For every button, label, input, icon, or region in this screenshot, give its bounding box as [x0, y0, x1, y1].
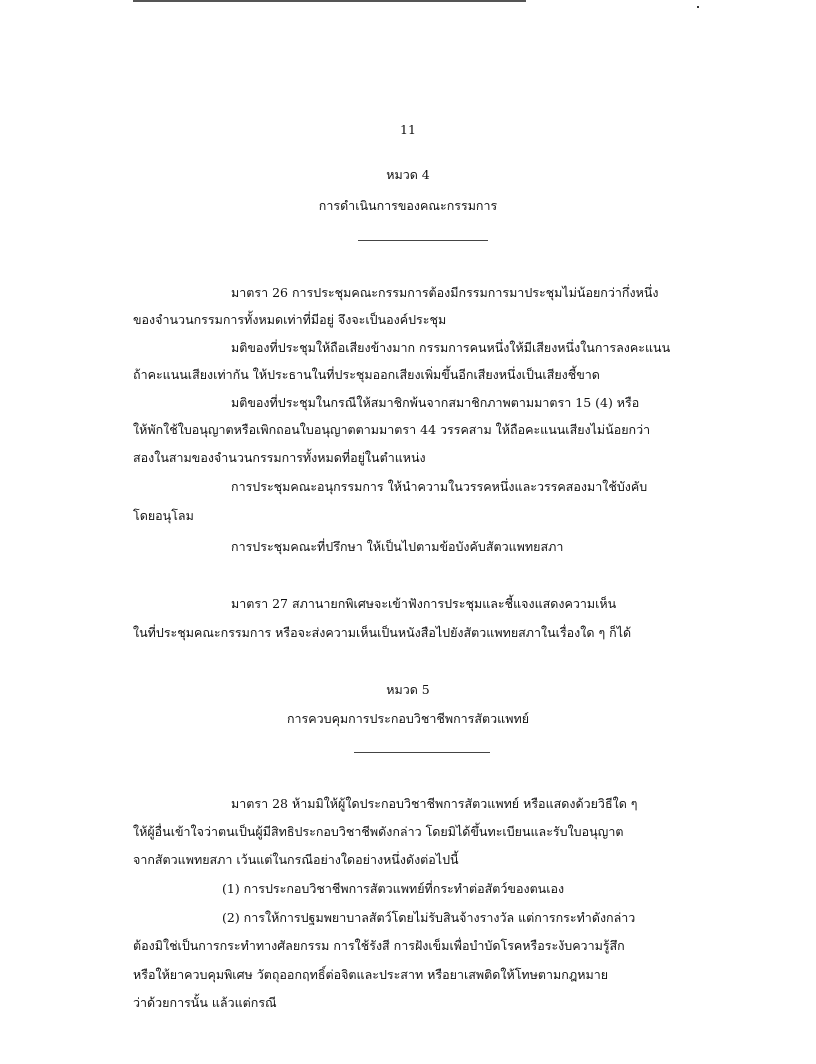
chapter-5-title: การควบคุมการประกอบวิชาชีพการสัตวแพทย์: [286, 711, 530, 726]
chapter-4-title: การดำเนินการของคณะกรรมการ: [318, 198, 498, 213]
scan-top-rule: [133, 0, 526, 2]
section-26-line-8: การประชุมคณะอนุกรรมการ ให้นำความในวรรคหนึ่งและวรรคสองมาใช้บังคับ: [231, 479, 648, 494]
section-26-line-10: การประชุมคณะที่ปรึกษา ให้เป็นไปตามข้อบังคับสัตวแพทยสภา: [231, 539, 564, 554]
section-26-line-1: มาตรา 26 การประชุมคณะกรรมการต้องมีกรรมการมาประชุมไม่น้อยกว่ากึ่งหนึ่ง: [231, 285, 659, 300]
section-28-line-2: ให้ผู้อื่นเข้าใจว่าตนเป็นผู้มีสิทธิประกอบวิชาชีพดังกล่าว โดยมิได้ขึ้นทะเบียนและรับใบอนุญาต: [133, 824, 624, 839]
section-28-item-2-line-3: หรือให้ยาควบคุมพิเศษ วัตถุออกฤทธิ์ต่อจิตและประสาท หรือยาเสพติดให้โทษตามกฎหมาย: [133, 967, 609, 982]
section-26-line-5: มติของที่ประชุมในกรณีให้สมาชิกพ้นจากสมาชิกภาพตามมาตรา 15 (4) หรือ: [231, 395, 640, 410]
chapter-5-heading: หมวด 5: [386, 682, 430, 697]
section-26-line-4: ถ้าคะแนนเสียงเท่ากัน ให้ประธานในที่ประชุมออกเสียงเพิ่มขึ้นอีกเสียงหนึ่งเป็นเสียงชี้ขาด: [133, 367, 600, 382]
section-26-line-7: สองในสามของจำนวนกรรมการทั้งหมดที่อยู่ในตำแหน่ง: [133, 450, 426, 465]
section-27-line-1: มาตรา 27 สภานายกพิเศษจะเข้าฟังการประชุมและชี้แจงแสดงความเห็น: [231, 596, 617, 611]
chapter-4-separator: [358, 240, 488, 241]
scan-speck: [697, 6, 699, 8]
page-number: 11: [400, 122, 416, 137]
section-28-item-2-line-1: (2) การให้การปฐมพยาบาลสัตว์โดยไม่รับสินจ้างรางวัล แต่การกระทำดังกล่าว: [222, 910, 636, 925]
chapter-4-heading: หมวด 4: [386, 167, 430, 182]
chapter-5-separator: [354, 752, 490, 753]
section-26-line-6: ให้พักใช้ใบอนุญาตหรือเพิกถอนใบอนุญาตตามมาตรา 44 วรรคสาม ให้ถือคะแนนเสียงไม่น้อยกว่า: [133, 422, 651, 437]
section-28-line-3: จากสัตวแพทยสภา เว้นแต่ในกรณีอย่างใดอย่างหนึ่งดังต่อไปนี้: [133, 852, 459, 867]
section-27-line-2: ในที่ประชุมคณะกรรมการ หรือจะส่งความเห็นเป็นหนังสือไปยังสัตวแพทยสภาในเรื่องใด ๆ ก็ได้: [133, 625, 632, 640]
section-26-line-2: ของจำนวนกรรมการทั้งหมดเท่าที่มีอยู่ จึงจะเป็นองค์ประชุม: [133, 312, 447, 327]
section-28-item-2-line-4: ว่าด้วยการนั้น แล้วแต่กรณี: [133, 995, 277, 1010]
section-28-line-1: มาตรา 28 ห้ามมิให้ผู้ใดประกอบวิชาชีพการสัตวแพทย์ หรือแสดงด้วยวิธีใด ๆ: [231, 796, 638, 811]
section-28-item-2-line-2: ต้องมิใช่เป็นการกระทำทางศัลยกรรม การใช้รังสี การฝังเข็มเพื่อบำบัดโรคหรือระงับความรู้สึก: [133, 938, 625, 953]
section-26-line-3: มติของที่ประชุมให้ถือเสียงข้างมาก กรรมการคนหนึ่งให้มีเสียงหนึ่งในการลงคะแนน: [231, 340, 671, 355]
section-26-line-9: โดยอนุโลม: [133, 508, 194, 523]
section-28-item-1: (1) การประกอบวิชาชีพการสัตวแพทย์ที่กระทำต่อสัตว์ของตนเอง: [222, 881, 565, 896]
